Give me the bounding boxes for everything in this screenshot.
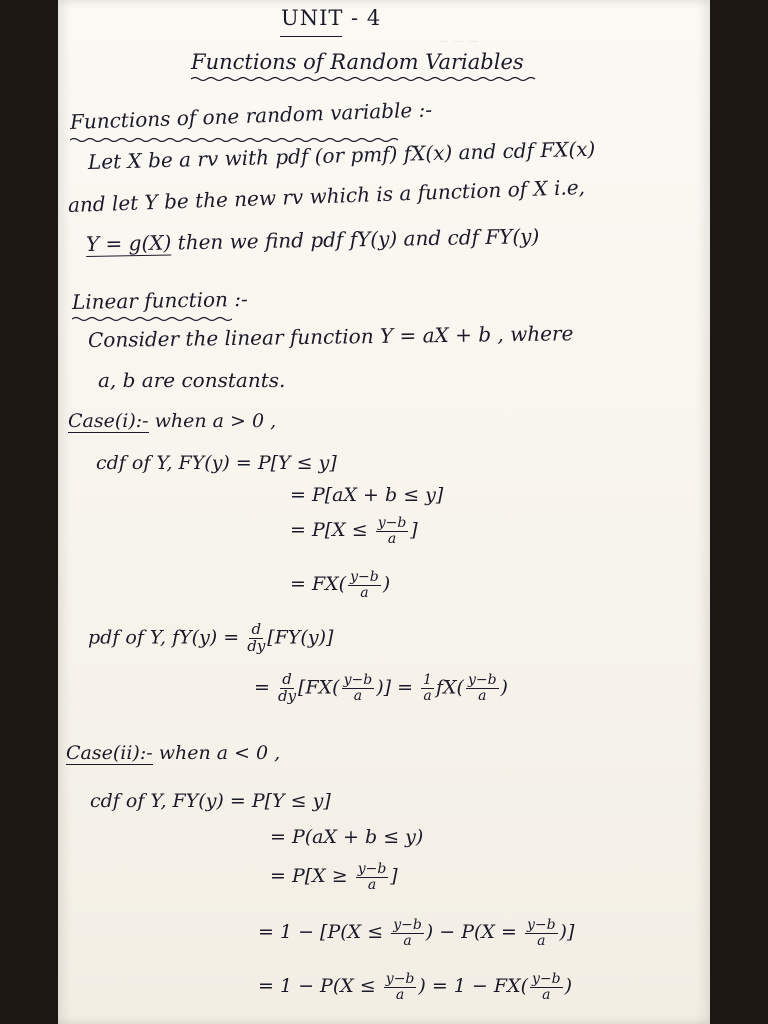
expr-part: )] = xyxy=(376,676,420,699)
section1-line2: and let Y be the new rv which is a function of X i.e, xyxy=(67,174,586,217)
case2-cdf-step1: = P(aX + b ≤ y) xyxy=(270,826,424,848)
y-equals-g-x: Y = g(X) xyxy=(85,230,172,256)
case1-condition: when a > 0 , xyxy=(148,410,277,432)
expr-part: ) xyxy=(564,975,573,998)
derivative-num: d xyxy=(251,620,262,638)
fraction-den: a xyxy=(387,530,397,547)
section1-line1: Let X be a rv with pdf (or pmf) fX(x) and cdf FX(x) xyxy=(87,136,596,174)
fraction-num: y−b xyxy=(357,861,387,877)
fraction-den: a xyxy=(542,986,551,1003)
case1-label: Case(i):- xyxy=(68,410,149,432)
derivative xyxy=(278,672,296,705)
fraction xyxy=(525,918,558,948)
case2-cdf-step4 xyxy=(258,972,572,1002)
fraction-den: a xyxy=(353,687,363,704)
expr-part: )] xyxy=(559,921,575,944)
fraction-num: y−b xyxy=(532,971,561,987)
case1-pdf-line xyxy=(88,622,333,655)
expr-part: ) = 1 − FX( xyxy=(418,975,529,998)
fraction-num: y−b xyxy=(526,917,556,933)
section2-line1: Consider the linear function Y = aX + b , where xyxy=(87,321,574,352)
fraction xyxy=(348,570,381,600)
page-subtitle: Functions of Random Variables xyxy=(191,50,524,74)
fraction xyxy=(391,918,424,948)
expr-part: [FX( xyxy=(298,676,340,699)
fraction xyxy=(376,516,409,546)
derivative xyxy=(247,622,265,655)
fraction-den: a xyxy=(395,986,405,1003)
expr-part: fX( xyxy=(435,676,464,699)
case1-cdf-step3 xyxy=(290,570,390,600)
case2-cdf-step2 xyxy=(270,862,398,892)
heading-squiggle xyxy=(70,136,400,142)
title-underline xyxy=(280,36,342,37)
section1-line3-rest: then we find pdf fY(y) and cdf FY(y) xyxy=(171,224,540,255)
expr-part: ) − P(X = xyxy=(425,921,523,944)
fraction-den: a xyxy=(367,876,377,893)
case2-heading xyxy=(66,742,280,764)
fraction-num: y−b xyxy=(393,917,422,933)
fraction-den: a xyxy=(423,687,432,704)
fraction xyxy=(356,862,389,892)
fraction-den: a xyxy=(360,584,369,601)
case1-cdf-step2 xyxy=(290,516,418,546)
expr-part: = P[X ≥ xyxy=(270,865,354,888)
linear-heading-squiggle xyxy=(72,316,232,322)
fraction-den: a xyxy=(403,932,412,949)
expr-part: = FX( xyxy=(290,573,347,596)
section-heading-linear: Linear function :- xyxy=(71,286,248,314)
fraction-num: y−b xyxy=(467,672,497,689)
subtitle-squiggle xyxy=(191,76,537,82)
ghost-text: ⎯ ⎯ ⎯ xyxy=(438,30,477,51)
case1-pdf-step1 xyxy=(254,672,508,705)
fraction xyxy=(421,673,434,703)
fraction xyxy=(384,972,417,1002)
case1-cdf-line: cdf of Y, FY(y) = P[Y ≤ y] xyxy=(96,452,337,474)
section2-line2: a, b are constants. xyxy=(98,368,286,392)
expr-part: = P[X ≤ xyxy=(290,519,374,542)
fraction-num: y−b xyxy=(343,672,373,689)
case1-cdf-step1: = P[aX + b ≤ y] xyxy=(290,484,444,506)
case2-label: Case(ii):- xyxy=(66,742,153,764)
expr-part: = 1 − [P(X ≤ xyxy=(258,921,390,944)
fraction-num: y−b xyxy=(385,971,415,987)
fraction-den: a xyxy=(537,932,546,949)
expr-part: ) xyxy=(382,573,391,596)
expr-part: = xyxy=(254,676,276,699)
fraction-num: 1 xyxy=(423,672,432,689)
expr-part: pdf of Y, fY(y) = xyxy=(88,626,246,649)
derivative-num: d xyxy=(282,670,292,688)
notebook-page xyxy=(58,0,710,1024)
fraction-den: a xyxy=(478,687,487,704)
fraction xyxy=(466,673,499,703)
section1-line3 xyxy=(86,224,540,256)
case2-cdf-step3 xyxy=(258,918,574,948)
fraction xyxy=(342,673,375,703)
expr-part: [FY(y)] xyxy=(267,626,334,649)
fraction xyxy=(530,972,563,1002)
expr-part: ] xyxy=(390,865,398,888)
derivative-den: dy xyxy=(277,686,297,705)
fraction-num: y−b xyxy=(377,515,407,531)
section-heading-one-rv: Functions of one random variable :- xyxy=(69,97,433,134)
fraction-num: y−b xyxy=(350,569,379,585)
expr-part: ) xyxy=(500,676,508,699)
expr-part: ] xyxy=(410,519,418,542)
page-title: UNIT - 4 xyxy=(281,6,382,30)
derivative-den: dy xyxy=(247,636,266,655)
expr-part: = 1 − P(X ≤ xyxy=(258,975,382,998)
case2-condition: when a < 0 , xyxy=(152,742,281,764)
case2-cdf-line: cdf of Y, FY(y) = P[Y ≤ y] xyxy=(90,790,331,812)
case1-heading xyxy=(68,410,276,432)
